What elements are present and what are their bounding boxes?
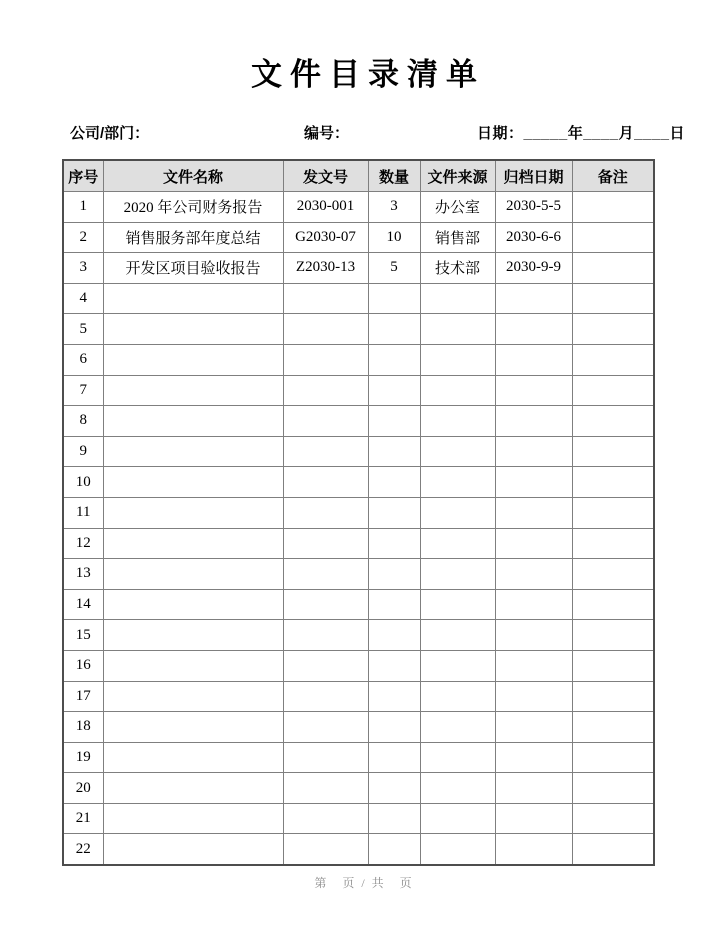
cell-file-name[interactable]	[103, 344, 283, 375]
cell-source[interactable]: 办公室	[420, 192, 495, 223]
col-header-doc-number: 发文号	[283, 160, 368, 192]
cell-quantity[interactable]	[368, 314, 420, 345]
cell-quantity[interactable]	[368, 742, 420, 773]
file-catalog-table	[62, 159, 655, 866]
cell-remarks[interactable]	[572, 742, 654, 773]
cell-doc-number[interactable]	[283, 467, 368, 498]
cell-quantity[interactable]: 10	[368, 222, 420, 253]
cell-doc-number[interactable]	[283, 773, 368, 804]
col-header-archive-date: 归档日期	[495, 160, 572, 192]
cell-remarks[interactable]	[572, 589, 654, 620]
cell-remarks[interactable]	[572, 314, 654, 345]
cell-file-name[interactable]	[103, 650, 283, 681]
cell-source[interactable]	[420, 467, 495, 498]
cell-serial[interactable]: 2	[63, 222, 103, 253]
cell-source[interactable]	[420, 834, 495, 865]
cell-source[interactable]	[420, 650, 495, 681]
page-title: 文件目录清单	[251, 57, 485, 92]
cell-quantity[interactable]	[368, 650, 420, 681]
company-department-label: 公司/部门：	[70, 125, 150, 142]
cell-doc-number[interactable]	[283, 528, 368, 559]
table-row	[63, 803, 654, 834]
page-number-footer: 第 页 / 共 页	[314, 876, 414, 890]
cell-serial[interactable]: 14	[63, 589, 103, 620]
cell-file-name[interactable]	[103, 436, 283, 467]
table-row	[63, 497, 654, 528]
col-header-serial: 序号	[63, 160, 103, 192]
cell-quantity[interactable]	[368, 559, 420, 590]
cell-quantity[interactable]	[368, 712, 420, 743]
cell-source[interactable]	[420, 283, 495, 314]
cell-serial[interactable]: 18	[63, 712, 103, 743]
cell-source[interactable]	[420, 314, 495, 345]
cell-quantity[interactable]	[368, 436, 420, 467]
table-row	[63, 650, 654, 681]
cell-file-name[interactable]	[103, 589, 283, 620]
cell-archive-date[interactable]	[495, 742, 572, 773]
cell-doc-number[interactable]	[283, 712, 368, 743]
cell-file-name[interactable]	[103, 803, 283, 834]
cell-serial[interactable]: 11	[63, 497, 103, 528]
table-row	[63, 253, 654, 284]
cell-file-name[interactable]	[103, 528, 283, 559]
cell-serial[interactable]: 7	[63, 375, 103, 406]
table-row	[63, 620, 654, 651]
cell-archive-date[interactable]	[495, 559, 572, 590]
cell-quantity[interactable]	[368, 620, 420, 651]
table-row	[63, 314, 654, 345]
cell-quantity[interactable]	[368, 497, 420, 528]
cell-serial[interactable]: 6	[63, 344, 103, 375]
cell-doc-number[interactable]	[283, 742, 368, 773]
cell-remarks[interactable]	[572, 283, 654, 314]
cell-serial[interactable]: 19	[63, 742, 103, 773]
cell-source[interactable]	[420, 742, 495, 773]
cell-remarks[interactable]	[572, 559, 654, 590]
col-header-source: 文件来源	[420, 160, 495, 192]
cell-remarks[interactable]	[572, 712, 654, 743]
cell-archive-date[interactable]	[495, 497, 572, 528]
cell-serial[interactable]: 16	[63, 650, 103, 681]
cell-source[interactable]	[420, 436, 495, 467]
cell-serial[interactable]: 20	[63, 773, 103, 804]
cell-source[interactable]	[420, 773, 495, 804]
table-row	[63, 436, 654, 467]
cell-archive-date[interactable]: 2030-9-9	[495, 253, 572, 284]
cell-file-name[interactable]	[103, 773, 283, 804]
table-row	[63, 344, 654, 375]
table-row	[63, 589, 654, 620]
cell-doc-number[interactable]	[283, 344, 368, 375]
cell-serial[interactable]: 15	[63, 620, 103, 651]
cell-quantity[interactable]	[368, 375, 420, 406]
table-body	[63, 192, 654, 866]
col-header-file-name: 文件名称	[103, 160, 283, 192]
cell-remarks[interactable]	[572, 620, 654, 651]
col-header-quantity: 数量	[368, 160, 420, 192]
cell-file-name[interactable]	[103, 681, 283, 712]
table-row	[63, 375, 654, 406]
cell-archive-date[interactable]	[495, 834, 572, 865]
cell-remarks[interactable]	[572, 528, 654, 559]
cell-source[interactable]	[420, 712, 495, 743]
cell-remarks[interactable]	[572, 467, 654, 498]
cell-doc-number[interactable]: G2030-07	[283, 222, 368, 253]
cell-remarks[interactable]	[572, 681, 654, 712]
cell-source[interactable]	[420, 497, 495, 528]
cell-archive-date[interactable]	[495, 375, 572, 406]
cell-file-name[interactable]	[103, 834, 283, 865]
cell-archive-date[interactable]	[495, 620, 572, 651]
cell-archive-date[interactable]	[495, 436, 572, 467]
cell-serial[interactable]: 9	[63, 436, 103, 467]
table-row	[63, 559, 654, 590]
document-number-label: 编号：	[304, 125, 350, 142]
cell-remarks[interactable]	[572, 803, 654, 834]
cell-source[interactable]	[420, 375, 495, 406]
cell-doc-number[interactable]	[283, 314, 368, 345]
cell-quantity[interactable]	[368, 589, 420, 620]
cell-doc-number[interactable]	[283, 436, 368, 467]
cell-quantity[interactable]	[368, 467, 420, 498]
cell-serial[interactable]: 5	[63, 314, 103, 345]
cell-archive-date[interactable]	[495, 803, 572, 834]
cell-source[interactable]	[420, 620, 495, 651]
cell-remarks[interactable]	[572, 834, 654, 865]
cell-doc-number[interactable]	[283, 497, 368, 528]
cell-archive-date[interactable]	[495, 712, 572, 743]
cell-source[interactable]	[420, 559, 495, 590]
cell-quantity[interactable]	[368, 344, 420, 375]
cell-archive-date[interactable]	[495, 344, 572, 375]
cell-quantity[interactable]: 3	[368, 192, 420, 223]
cell-doc-number[interactable]: Z2030-13	[283, 253, 368, 284]
cell-archive-date[interactable]: 2030-6-6	[495, 222, 572, 253]
cell-file-name[interactable]	[103, 314, 283, 345]
date-label: 日期：_____年____月____日	[477, 125, 685, 142]
cell-doc-number[interactable]: 2030-001	[283, 192, 368, 223]
cell-remarks[interactable]	[572, 406, 654, 437]
cell-remarks[interactable]	[572, 222, 654, 253]
cell-quantity[interactable]	[368, 681, 420, 712]
cell-file-name[interactable]	[103, 406, 283, 437]
cell-serial[interactable]: 17	[63, 681, 103, 712]
cell-serial[interactable]: 21	[63, 803, 103, 834]
cell-remarks[interactable]	[572, 497, 654, 528]
cell-doc-number[interactable]	[283, 589, 368, 620]
cell-source[interactable]	[420, 406, 495, 437]
cell-serial[interactable]: 10	[63, 467, 103, 498]
cell-remarks[interactable]	[572, 773, 654, 804]
meta-row	[0, 123, 728, 145]
cell-doc-number[interactable]	[283, 834, 368, 865]
table-row	[63, 528, 654, 559]
cell-source[interactable]	[420, 589, 495, 620]
table-row	[63, 406, 654, 437]
cell-serial[interactable]: 8	[63, 406, 103, 437]
table-row	[63, 467, 654, 498]
cell-serial[interactable]: 12	[63, 528, 103, 559]
cell-doc-number[interactable]	[283, 650, 368, 681]
cell-file-name[interactable]	[103, 712, 283, 743]
cell-archive-date[interactable]	[495, 773, 572, 804]
cell-file-name[interactable]	[103, 559, 283, 590]
cell-remarks[interactable]	[572, 436, 654, 467]
cell-file-name[interactable]	[103, 620, 283, 651]
cell-source[interactable]	[420, 681, 495, 712]
cell-archive-date[interactable]: 2030-5-5	[495, 192, 572, 223]
cell-source[interactable]	[420, 344, 495, 375]
cell-file-name[interactable]	[103, 375, 283, 406]
table-row	[63, 834, 654, 865]
cell-quantity[interactable]	[368, 803, 420, 834]
table-row	[63, 283, 654, 314]
cell-archive-date[interactable]	[495, 467, 572, 498]
cell-doc-number[interactable]	[283, 559, 368, 590]
cell-quantity[interactable]	[368, 528, 420, 559]
cell-quantity[interactable]	[368, 283, 420, 314]
cell-file-name[interactable]: 2020 年公司财务报告	[103, 192, 283, 223]
cell-serial[interactable]: 22	[63, 834, 103, 865]
cell-archive-date[interactable]	[495, 681, 572, 712]
cell-doc-number[interactable]	[283, 283, 368, 314]
cell-file-name[interactable]	[103, 283, 283, 314]
table-row	[63, 192, 654, 223]
cell-archive-date[interactable]	[495, 589, 572, 620]
cell-archive-date[interactable]	[495, 314, 572, 345]
cell-quantity[interactable]	[368, 834, 420, 865]
cell-serial[interactable]: 4	[63, 283, 103, 314]
cell-quantity[interactable]	[368, 406, 420, 437]
cell-doc-number[interactable]	[283, 681, 368, 712]
cell-quantity[interactable]: 5	[368, 253, 420, 284]
cell-archive-date[interactable]	[495, 406, 572, 437]
col-header-remarks: 备注	[572, 160, 654, 192]
cell-doc-number[interactable]	[283, 375, 368, 406]
cell-doc-number[interactable]	[283, 620, 368, 651]
table-row	[63, 773, 654, 804]
cell-file-name[interactable]: 开发区项目验收报告	[103, 253, 283, 284]
table-header-row	[63, 160, 654, 192]
cell-serial[interactable]: 13	[63, 559, 103, 590]
table-row	[63, 681, 654, 712]
table-row	[63, 712, 654, 743]
cell-file-name[interactable]	[103, 497, 283, 528]
cell-doc-number[interactable]	[283, 803, 368, 834]
cell-remarks[interactable]	[572, 344, 654, 375]
cell-doc-number[interactable]	[283, 406, 368, 437]
cell-source[interactable]	[420, 803, 495, 834]
cell-remarks[interactable]	[572, 253, 654, 284]
cell-remarks[interactable]	[572, 650, 654, 681]
cell-remarks[interactable]	[572, 192, 654, 223]
cell-source[interactable]: 技术部	[420, 253, 495, 284]
cell-quantity[interactable]	[368, 773, 420, 804]
cell-archive-date[interactable]	[495, 283, 572, 314]
table-row	[63, 742, 654, 773]
cell-file-name[interactable]: 销售服务部年度总结	[103, 222, 283, 253]
table-row	[63, 222, 654, 253]
cell-source[interactable]	[420, 528, 495, 559]
cell-source[interactable]: 销售部	[420, 222, 495, 253]
cell-file-name[interactable]	[103, 742, 283, 773]
cell-archive-date[interactable]	[495, 528, 572, 559]
cell-file-name[interactable]	[103, 467, 283, 498]
cell-remarks[interactable]	[572, 375, 654, 406]
cell-serial[interactable]: 3	[63, 253, 103, 284]
cell-archive-date[interactable]	[495, 650, 572, 681]
cell-serial[interactable]: 1	[63, 192, 103, 223]
